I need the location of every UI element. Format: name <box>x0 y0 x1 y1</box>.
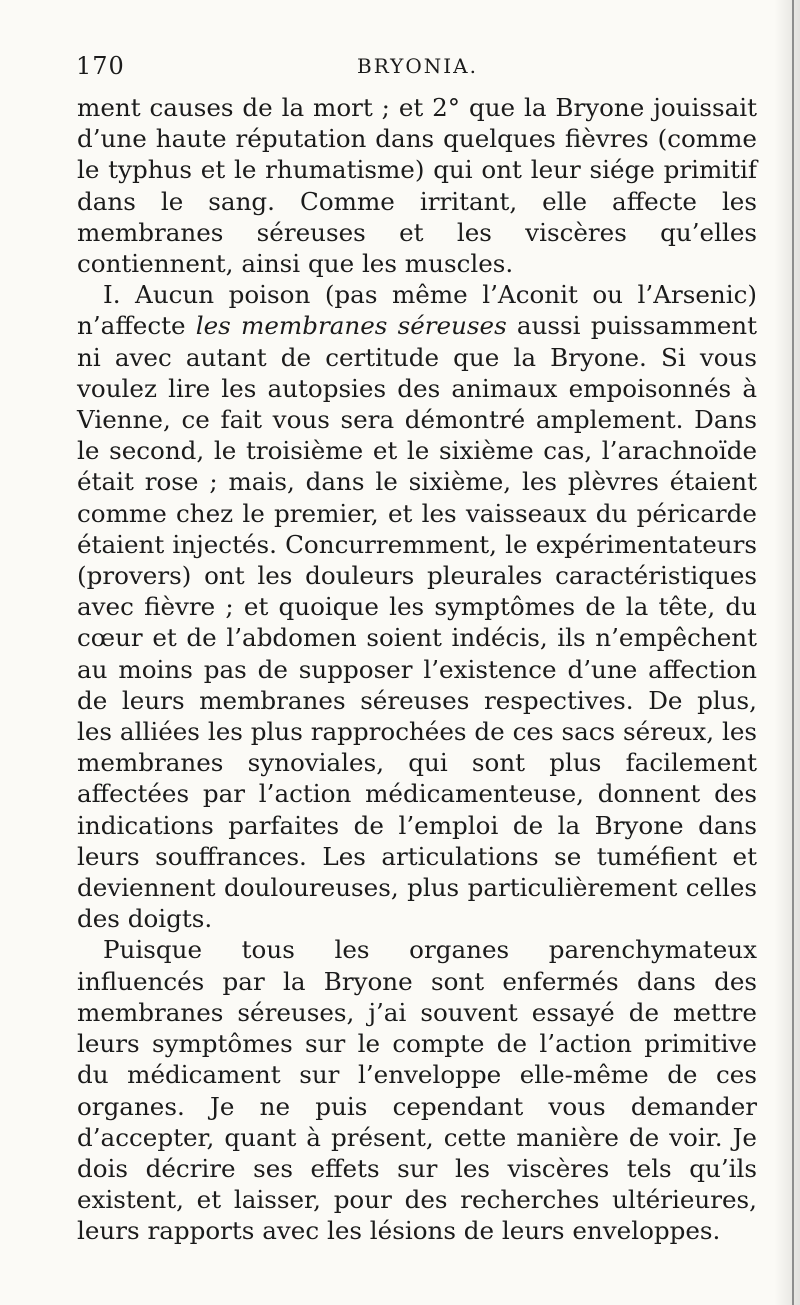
paragraph-3: Puisque tous les organes parenchymateux influencés par la Bryone sont enfermés dans des membranes séreuses, j’ai souvent essayé de mettre leurs symptômes sur le compte de l’action primitive du médicament sur l’enveloppe elle-même de ces organes. Je ne puis cependant vous demander d’accepter, quant à présent, cette manière de voir. Je dois décrire ses effets sur les viscères tels qu’ils existent, et laisser, pour des recherches ultérieures, leurs rapports avec les lésions de leurs enveloppes. <box>77 935 757 1246</box>
page-number: 170 <box>76 52 125 80</box>
paragraph-2 <box>77 279 757 934</box>
paragraph-2-italic-phrase: les membranes séreuses <box>195 311 507 341</box>
page-edge-shadow <box>774 0 800 1305</box>
body-text <box>77 92 757 1247</box>
paragraph-1: ment causes de la mort ; et 2° que la Bryone jouissait d’une haute réputation dans quelques fièvres (comme le typhus et le rhumatisme) qui ont leur siége primitif dans le sang. Comme irritant, elle affecte les membranes séreuses et les viscères qu’elles contiennent, ainsi que les muscles. <box>77 93 757 279</box>
page-header <box>72 52 762 92</box>
paragraph-2-start: I. Aucun poison (pas même l’Aconit ou l’Arsenic) n’affecte <box>77 280 757 341</box>
running-head: BRYONIA. <box>357 54 478 78</box>
page-edge-line <box>792 0 794 1305</box>
paragraph-2-rest: aussi puissamment ni avec autant de certitude que la Bryone. Si vous voulez lire les autopsies des animaux empoisonnés à Vienne, ce fait vous sera démontré amplement. Dans le second, le troisième et le sixième cas, l’arachnoïde était rose ; mais, dans le sixième, les plèvres étaient comme chez le premier, et les vaisseaux du péricarde étaient injectés. Concurremment, le expérimentateurs (provers) ont les douleurs pleurales caractéristiques avec fièvre ; et quoique les symptômes de la tête, du cœur et de l’abdomen soient indécis, ils n’empêchent au moins pas de supposer l’existence d’une affection de leurs membranes séreuses respectives. De plus, les alliées les plus rapprochées de ces sacs séreux, les membranes synoviales, qui sont plus facilement affectées par l’action médicamenteuse, donnent des indications parfaites de l’emploi de la Bryone dans leurs souffrances. Les articulations se tuméfient et deviennent douloureuses, plus particulièrement celles des doigts. <box>77 311 757 934</box>
